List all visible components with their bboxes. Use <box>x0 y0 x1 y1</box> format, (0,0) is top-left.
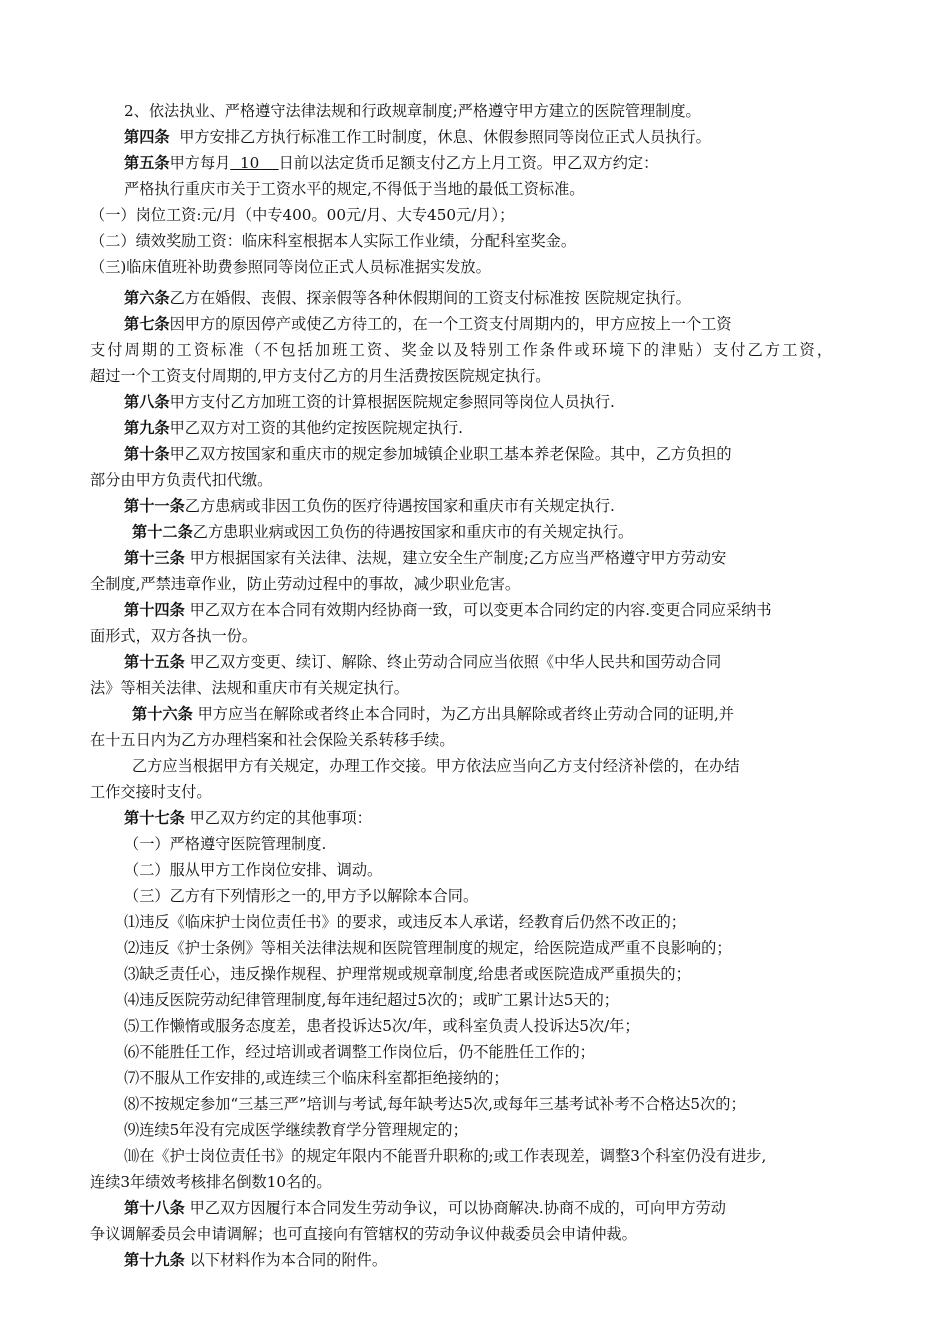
article-17-item-1: （一）严格遵守医院管理制度. <box>124 835 327 853</box>
article-18-line-1: 甲乙双方因履行本合同发生劳动争议，可以协商解决.协商不成的，可向甲方劳动 <box>184 1199 726 1217</box>
termination-item-8: ⑻不按规定参加“三基三严”培训与考试,每年缺考达5次,或每年三基考试补考不合格达5次的； <box>124 1095 746 1113</box>
article-4-title: 第四条 <box>124 128 170 146</box>
article-7-title: 第七条 <box>124 315 170 333</box>
article-5 <box>124 153 658 173</box>
article-10-title: 第十条 <box>124 445 170 463</box>
article-10 <box>124 444 732 464</box>
article-11-title: 第十一条 <box>124 497 185 515</box>
article-15-line-2: 法》等相关法律、法规和重庆市有关规定执行。 <box>90 679 409 697</box>
article-14-line-1: 甲乙双方在本合同有效期内经协商一致，可以变更本合同约定的内容.变更合同应采纳书 <box>184 601 772 619</box>
article-5-title: 第五条 <box>124 154 170 172</box>
article-19-text: 以下材料作为本合同的附件。 <box>184 1251 388 1269</box>
article-11-text: 乙方患病或非因工负伤的医疗待遇按国家和重庆市有关规定执行. <box>184 497 615 515</box>
article-16-title: 第十六条 <box>132 705 193 723</box>
article-6-text: 乙方在婚假、丧假、探亲假等各种休假期间的工资支付标准按 医院规定执行。 <box>169 289 691 307</box>
article-9-text: 甲乙双方对工资的其他约定按医院规定执行. <box>169 419 463 437</box>
article-13-line-2: 全制度,严禁违章作业，防止劳动过程中的事故，减少职业危害。 <box>90 575 521 593</box>
article-18-line-2: 争议调解委员会申请调解；也可直接向有管辖权的劳动争议仲裁委员会申请仲裁。 <box>90 1225 637 1243</box>
article-8-title: 第八条 <box>124 393 170 411</box>
article-8 <box>124 392 615 412</box>
article-16 <box>132 704 734 724</box>
article-17-text: 甲乙双方约定的其他事项： <box>184 809 372 827</box>
article-17-title: 第十七条 <box>124 809 185 827</box>
wage-item-3: （三)临床值班补助费参照同等岗位正式人员标准据实发放。 <box>90 258 491 276</box>
article-7-line-2: 支付周期的工资标准（不包括加班工资、奖金以及特别工作条件或环境下的津贴）支付乙方工资， <box>90 341 832 359</box>
article-18 <box>124 1198 726 1218</box>
article-5-pre: 甲方每月 <box>169 154 231 172</box>
paragraph-1: 2、依法执业、严格遵守法律法规和行政规章制度;严格遵守甲方建立的医院管理制度。 <box>124 102 701 120</box>
article-15-line-1: 甲乙双方变更、续订、解除、终止劳动合同应当依照《中华人民共和国劳动合同 <box>184 653 722 671</box>
article-16-line-2: 在十五日内为乙方办理档案和社会保险关系转移手续。 <box>90 731 455 749</box>
article-10-line-2: 部分由甲方负责代扣代缴。 <box>90 471 273 489</box>
article-12 <box>132 522 633 542</box>
article-17-item-2: （二）服从甲方工作岗位安排、调动。 <box>124 861 383 879</box>
article-5-post: 日前以法定货币足额支付乙方上月工资。甲乙双方约定： <box>278 154 659 172</box>
termination-item-10-line-2: 连续3年绩效考核排名倒数10名的。 <box>90 1173 332 1191</box>
article-15 <box>124 652 721 672</box>
article-8-text: 甲方支付乙方加班工资的计算根据医院规定参照同等岗位人员执行. <box>169 393 615 411</box>
article-11 <box>124 496 615 516</box>
article-10-line-1: 甲乙双方按国家和重庆市的规定参加城镇企业职工基本养老保险。其中，乙方负担的 <box>169 445 732 463</box>
termination-item-2: ⑵违反《护士条例》等相关法律法规和医院管理制度的规定，给医院造成严重不良影响的； <box>124 939 732 957</box>
article-13 <box>124 548 726 568</box>
wage-item-1: （一）岗位工资:元/月（中专400。00元/月、大专450元/月）； <box>90 206 515 224</box>
article-13-title: 第十三条 <box>124 549 185 567</box>
article-5-note: 严格执行重庆市关于工资水平的规定,不得低于当地的最低工资标准。 <box>124 180 585 198</box>
article-16-p2-line-1: 乙方应当根据甲方有关规定，办理工作交接。甲方依法应当向乙方支付经济补偿的，在办结 <box>132 757 740 775</box>
article-14-title: 第十四条 <box>124 601 185 619</box>
article-7 <box>124 314 732 334</box>
article-19-title: 第十九条 <box>124 1251 185 1269</box>
article-16-line-1: 甲方应当在解除或者终止本合同时，为乙方出具解除或者终止劳动合同的证明,并 <box>192 705 734 723</box>
article-4-text: 甲方安排乙方执行标准工作工时制度，休息、休假参照同等岗位正式人员执行。 <box>179 128 711 146</box>
termination-item-9: ⑼连续5年没有完成医学继续教育学分管理规定的； <box>124 1121 468 1139</box>
article-12-text: 乙方患职业病或因工负伤的待遇按国家和重庆市的有关规定执行。 <box>192 523 634 541</box>
termination-item-4: ⑷违反医院劳动纪律管理制度,每年违纪超过5次的；或旷工累计达5天的； <box>124 991 619 1009</box>
article-6-title: 第六条 <box>124 289 170 307</box>
termination-item-6: ⑹不能胜任工作，经过培训或者调整工作岗位后，仍不能胜任工作的； <box>124 1043 595 1061</box>
termination-item-7: ⑺不服从工作安排的,或连续三个临床科室都拒绝接纳的； <box>124 1069 509 1087</box>
article-14 <box>124 600 772 620</box>
termination-item-10-line-1: ⑽在《护士岗位责任书》的规定年限内不能晋升职称的;或工作表现差，调整3个科室仍没有进步, <box>124 1147 767 1165</box>
article-19 <box>124 1250 387 1270</box>
article-9-title: 第九条 <box>124 419 170 437</box>
article-17-item-3: （三）乙方有下列情形之一的,甲方予以解除本合同。 <box>124 887 479 905</box>
article-7-line-1: 因甲方的原因停产或使乙方待工的，在一个工资支付周期内的，甲方应按上一个工资 <box>169 315 732 333</box>
article-5-day: 10 <box>239 154 260 172</box>
article-14-line-2: 面形式，双方各执一份。 <box>90 627 258 645</box>
termination-item-3: ⑶缺乏责任心，违反操作规程、护理常规或规章制度,给患者或医院造成严重损失的； <box>124 965 691 983</box>
article-12-title: 第十二条 <box>132 523 193 541</box>
article-9 <box>124 418 463 438</box>
article-16-p2-line-2: 工作交接时支付。 <box>90 783 212 801</box>
article-15-title: 第十五条 <box>124 653 185 671</box>
wage-item-2: （二）绩效奖励工资：临床科室根据本人实际工作业绩，分配科室奖金。 <box>90 232 576 250</box>
termination-item-1: ⑴违反《临床护士岗位责任书》的要求，或违反本人承诺，经教育后仍然不改正的； <box>124 913 686 931</box>
article-18-title: 第十八条 <box>124 1199 185 1217</box>
article-17 <box>124 808 372 828</box>
article-13-line-1: 甲方根据国家有关法律、法规，建立安全生产制度;乙方应当严格遵守甲方劳动安 <box>184 549 727 567</box>
article-4 <box>124 127 711 147</box>
article-7-line-3: 超过一个工资支付周期的,甲方支付乙方的月生活费按医院规定执行。 <box>90 367 551 385</box>
termination-item-5: ⑸工作懒惰或服务态度差，患者投诉达5次/年，或科室负责人投诉达5次/年； <box>124 1017 640 1035</box>
article-6 <box>124 288 691 308</box>
